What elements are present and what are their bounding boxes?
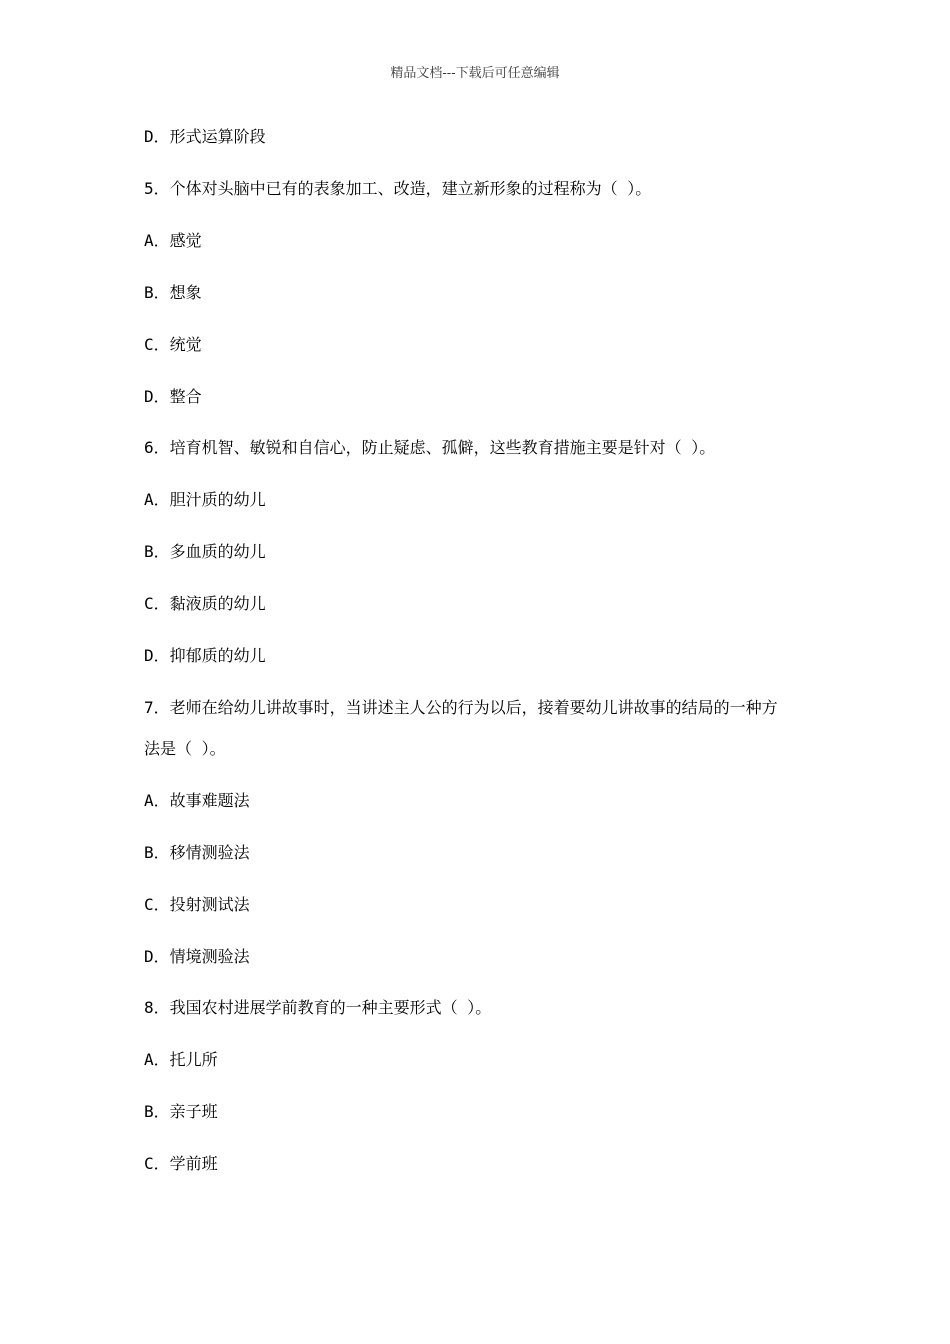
option-line: C．黏液质的幼儿 (144, 594, 266, 613)
question-line: 8．我国农村进展学前教育的一种主要形式（ ）。 (144, 998, 492, 1017)
option-line: B．想象 (144, 283, 202, 302)
option-line: C．学前班 (144, 1154, 218, 1173)
question-line: 6．培育机智、敏锐和自信心，防止疑虑、孤僻，这些教育措施主要是针对（ ）。 (144, 438, 716, 457)
option-line: A．故事难题法 (144, 791, 250, 810)
page-header: 精品文档---下载后可任意编辑 (390, 66, 560, 81)
option-line: A．胆汁质的幼儿 (144, 490, 266, 509)
question-line: 5．个体对头脑中已有的表象加工、改造，建立新形象的过程称为（ ）。 (144, 179, 652, 198)
option-line: C．投射测试法 (144, 895, 250, 914)
option-line: B．亲子班 (144, 1102, 218, 1121)
option-line: D．抑郁质的幼儿 (144, 646, 266, 665)
option-line: D．情境测验法 (144, 947, 250, 966)
question-line: 7．老师在给幼儿讲故事时，当讲述主人公的行为以后，接着要幼儿讲故事的结局的一种方 (144, 698, 778, 717)
option-line: A．感觉 (144, 231, 202, 250)
option-line: D．形式运算阶段 (144, 127, 266, 146)
option-line: B．移情测验法 (144, 843, 250, 862)
option-line: C．统觉 (144, 335, 202, 354)
option-line: A．托儿所 (144, 1050, 218, 1069)
option-line: D．整合 (144, 387, 202, 406)
option-line: B．多血质的幼儿 (144, 542, 266, 561)
question-line-continued: 法是（ ）。 (144, 739, 226, 758)
